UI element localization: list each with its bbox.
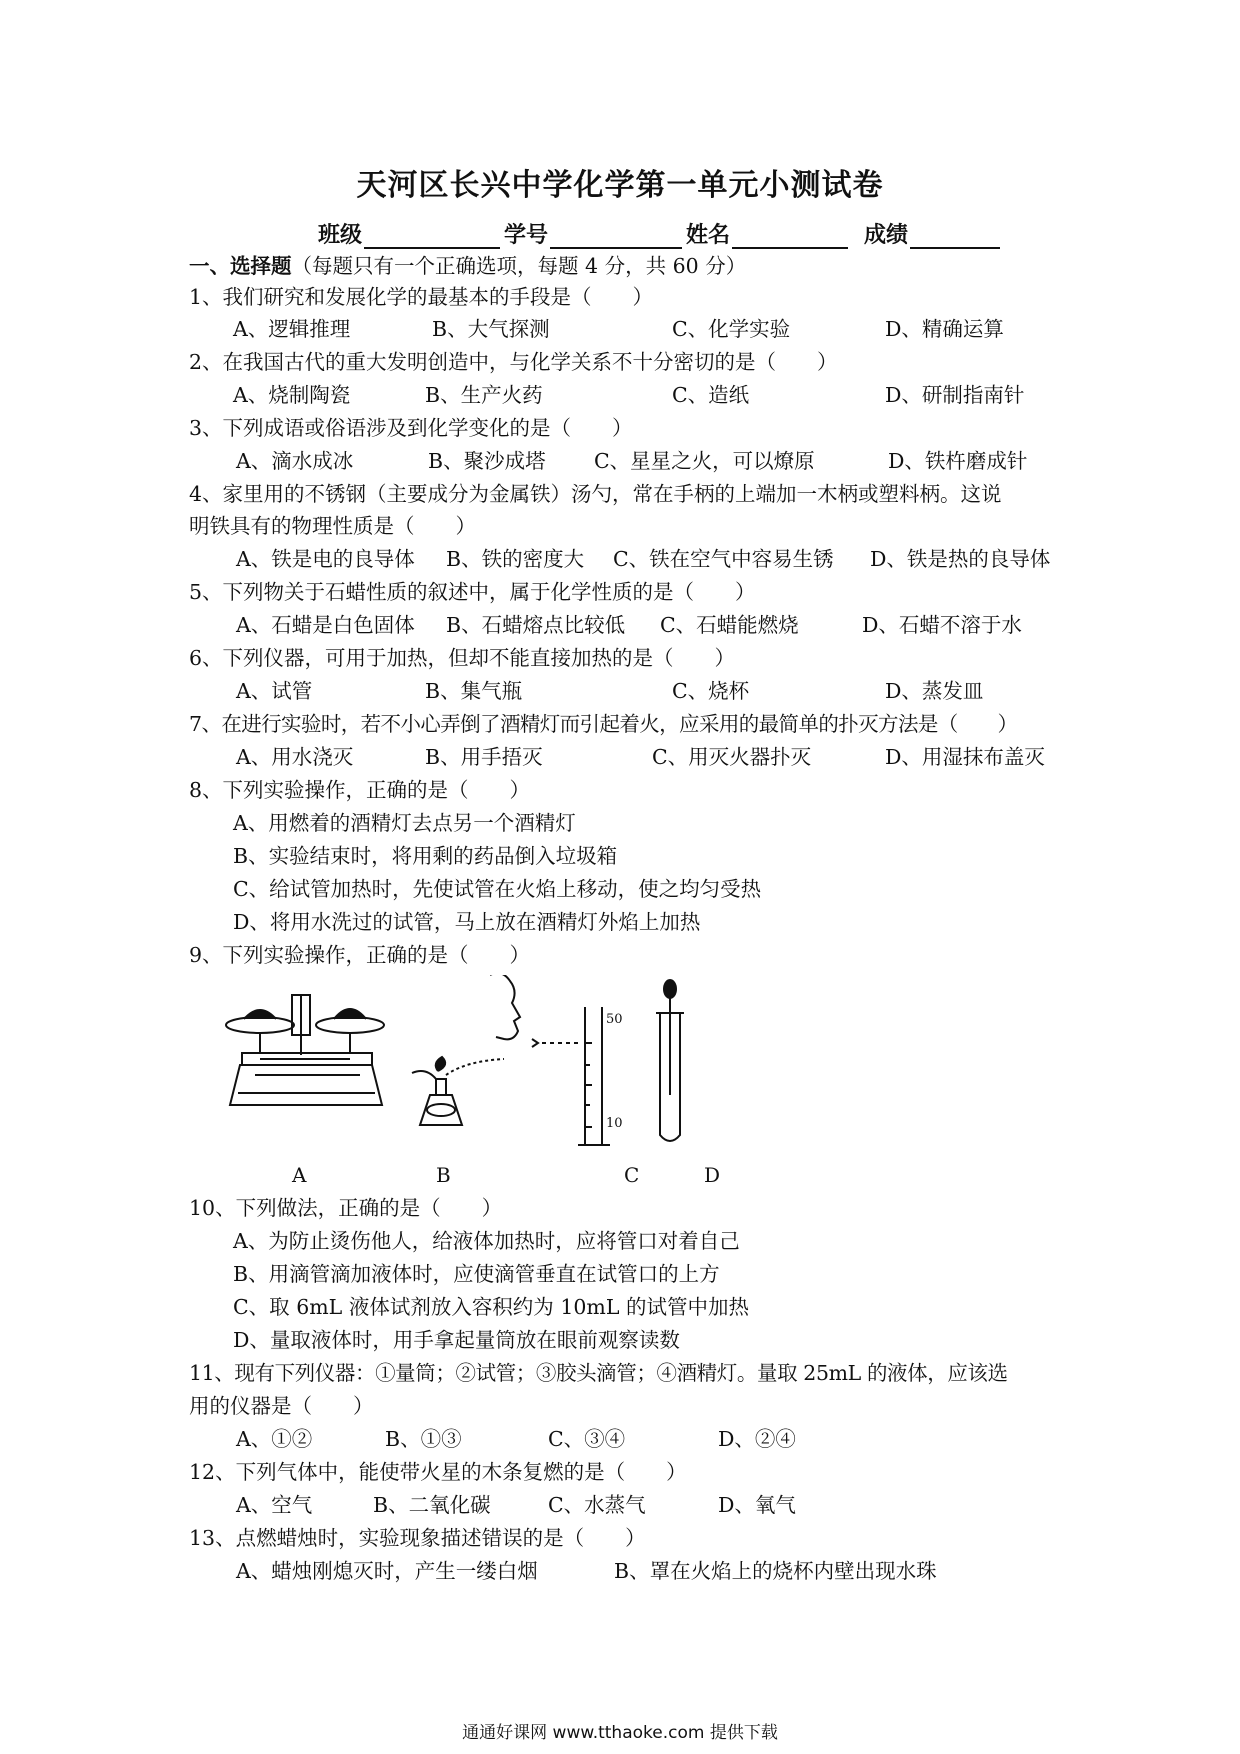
cylinder-tick-10: 10 [606,1116,623,1131]
id-label: 学号 [504,222,549,248]
q4-option-b[interactable]: B、铁的密度大 [446,547,585,571]
question-13: 13、点燃蜡烛时，实验现象描述错误的是（ ） [189,1526,646,1550]
q7-option-b[interactable]: B、用手捂灭 [425,745,543,769]
question-6: 6、下列仪器，可用于加热，但却不能直接加热的是（ ） [189,646,736,670]
alcohol-lamp-illustration [412,975,520,1125]
figure-label-a[interactable]: A [292,1163,307,1187]
q4-option-c[interactable]: C、铁在空气中容易生锈 [613,547,834,571]
q12-option-b[interactable]: B、二氧化碳 [373,1493,491,1517]
cylinder-tick-50: 50 [606,1012,623,1027]
score-blank[interactable] [910,223,1000,249]
q11-option-d[interactable]: D、②④ [718,1427,796,1451]
q1-option-a[interactable]: A、逻辑推理 [233,317,351,341]
q3-option-a[interactable]: A、滴水成冰 [236,449,354,473]
name-blank[interactable] [732,223,848,249]
q2-option-a[interactable]: A、烧制陶瓷 [233,383,351,407]
question-8: 8、下列实验操作，正确的是（ ） [189,778,531,802]
q3-option-c[interactable]: C、星星之火，可以燎原 [594,449,815,473]
q8-option-a[interactable]: A、用燃着的酒精灯去点另一个酒精灯 [233,811,576,835]
q4-option-d[interactable]: D、铁是热的良导体 [870,547,1051,571]
figure-label-c[interactable]: C [624,1163,640,1187]
q10-option-b[interactable]: B、用滴管滴加液体时，应使滴管垂直在试管口的上方 [233,1262,720,1286]
balance-illustration [226,995,384,1105]
q12-option-c[interactable]: C、水蒸气 [548,1493,646,1517]
q3-option-b[interactable]: B、聚沙成塔 [428,449,546,473]
q1-option-b[interactable]: B、大气探测 [432,317,550,341]
download-footer: 通通好课网 www.tthaoke.com 提供下载 [462,1723,778,1743]
question-11: 11、现有下列仪器：①量筒；②试管；③胶头滴管；④酒精灯。量取 25mL 的液体，应该选 [189,1361,1008,1385]
q7-option-c[interactable]: C、用灭火器扑灭 [652,745,812,769]
section-heading [189,252,746,280]
q5-option-b[interactable]: B、石蜡熔点比较低 [446,613,626,637]
q6-option-a[interactable]: A、试管 [236,679,313,703]
question-2: 2、在我国古代的重大发明创造中，与化学关系不十分密切的是（ ） [189,350,838,374]
graduated-cylinder-illustration [532,1007,610,1145]
q10-option-d[interactable]: D、量取液体时，用手拿起量筒放在眼前观察读数 [233,1328,680,1352]
q8-option-c[interactable]: C、给试管加热时，先使试管在火焰上移动，使之均匀受热 [233,877,762,901]
question-4: 4、家里用的不锈钢（主要成分为金属铁）汤勺，常在手柄的上端加一木柄或塑料柄。这说 [189,482,1002,506]
class-label: 班级 [318,222,363,248]
question-12: 12、下列气体中，能使带火星的木条复燃的是（ ） [189,1460,687,1484]
q8-option-b[interactable]: B、实验结束时，将用剩的药品倒入垃圾箱 [233,844,618,868]
q13-option-a[interactable]: A、蜡烛刚熄灭时，产生一缕白烟 [236,1559,538,1583]
q10-option-c[interactable]: C、取 6mL 液体试剂放入容积约为 10mL 的试管中加热 [233,1295,749,1319]
q7-option-a[interactable]: A、用水浇灭 [236,745,354,769]
q4-option-a[interactable]: A、铁是电的良导体 [236,547,415,571]
question-9: 9、下列实验操作，正确的是（ ） [189,943,531,967]
figure-label-b[interactable]: B [436,1163,451,1187]
question-3: 3、下列成语或俗语涉及到化学变化的是（ ） [189,416,633,440]
q3-option-d[interactable]: D、铁杵磨成针 [888,449,1028,473]
q5-option-a[interactable]: A、石蜡是白色固体 [236,613,415,637]
figure-label-d[interactable]: D [704,1163,721,1187]
q2-option-c[interactable]: C、造纸 [672,383,750,407]
question-4-cont: 明铁具有的物理性质是（ ） [189,514,476,538]
id-blank[interactable] [550,223,682,249]
q6-option-b[interactable]: B、集气瓶 [425,679,523,703]
question-5: 5、下列物关于石蜡性质的叙述中，属于化学性质的是（ ） [189,580,756,604]
question-10: 10、下列做法，正确的是（ ） [189,1196,503,1220]
q11-option-c[interactable]: C、③④ [548,1427,626,1451]
q2-option-b[interactable]: B、生产火药 [425,383,543,407]
student-info-row [318,218,1004,249]
q7-option-d[interactable]: D、用湿抹布盖灭 [885,745,1045,769]
q13-option-b[interactable]: B、罩在火焰上的烧杯内壁出现水珠 [614,1559,937,1583]
q5-option-d[interactable]: D、石蜡不溶于水 [862,613,1022,637]
q6-option-d[interactable]: D、蒸发皿 [885,679,984,703]
question-11-cont: 用的仪器是（ ） [189,1394,374,1418]
section-title: 一、选择题 [189,254,292,278]
q1-option-d[interactable]: D、精确运算 [885,317,1004,341]
q10-option-a[interactable]: A、为防止烫伤他人，给液体加热时，应将管口对着自己 [233,1229,740,1253]
lab-operations-figure [220,975,820,1175]
question-1: 1、我们研究和发展化学的最基本的手段是（ ） [189,285,654,309]
class-blank[interactable] [364,223,500,249]
q6-option-c[interactable]: C、烧杯 [672,679,750,703]
q11-option-b[interactable]: B、①③ [385,1427,462,1451]
test-tube-dropper-illustration [656,980,684,1141]
q1-option-c[interactable]: C、化学实验 [672,317,791,341]
name-label: 姓名 [686,222,731,248]
score-label: 成绩 [864,222,909,248]
q12-option-d[interactable]: D、氧气 [718,1493,796,1517]
page-title: 天河区长兴中学化学第一单元小测试卷 [356,168,884,203]
q5-option-c[interactable]: C、石蜡能燃烧 [660,613,799,637]
q11-option-a[interactable]: A、①② [236,1427,313,1451]
q12-option-a[interactable]: A、空气 [236,1493,313,1517]
question-7: 7、在进行实验时，若不小心弄倒了酒精灯而引起着火，应采用的最简单的扑灭方法是（ ） [189,712,1018,736]
q8-option-d[interactable]: D、将用水洗过的试管，马上放在酒精灯外焰上加热 [233,910,701,934]
q2-option-d[interactable]: D、研制指南针 [885,383,1025,407]
section-note: （每题只有一个正确选项，每题 4 分，共 60 分） [291,254,747,278]
